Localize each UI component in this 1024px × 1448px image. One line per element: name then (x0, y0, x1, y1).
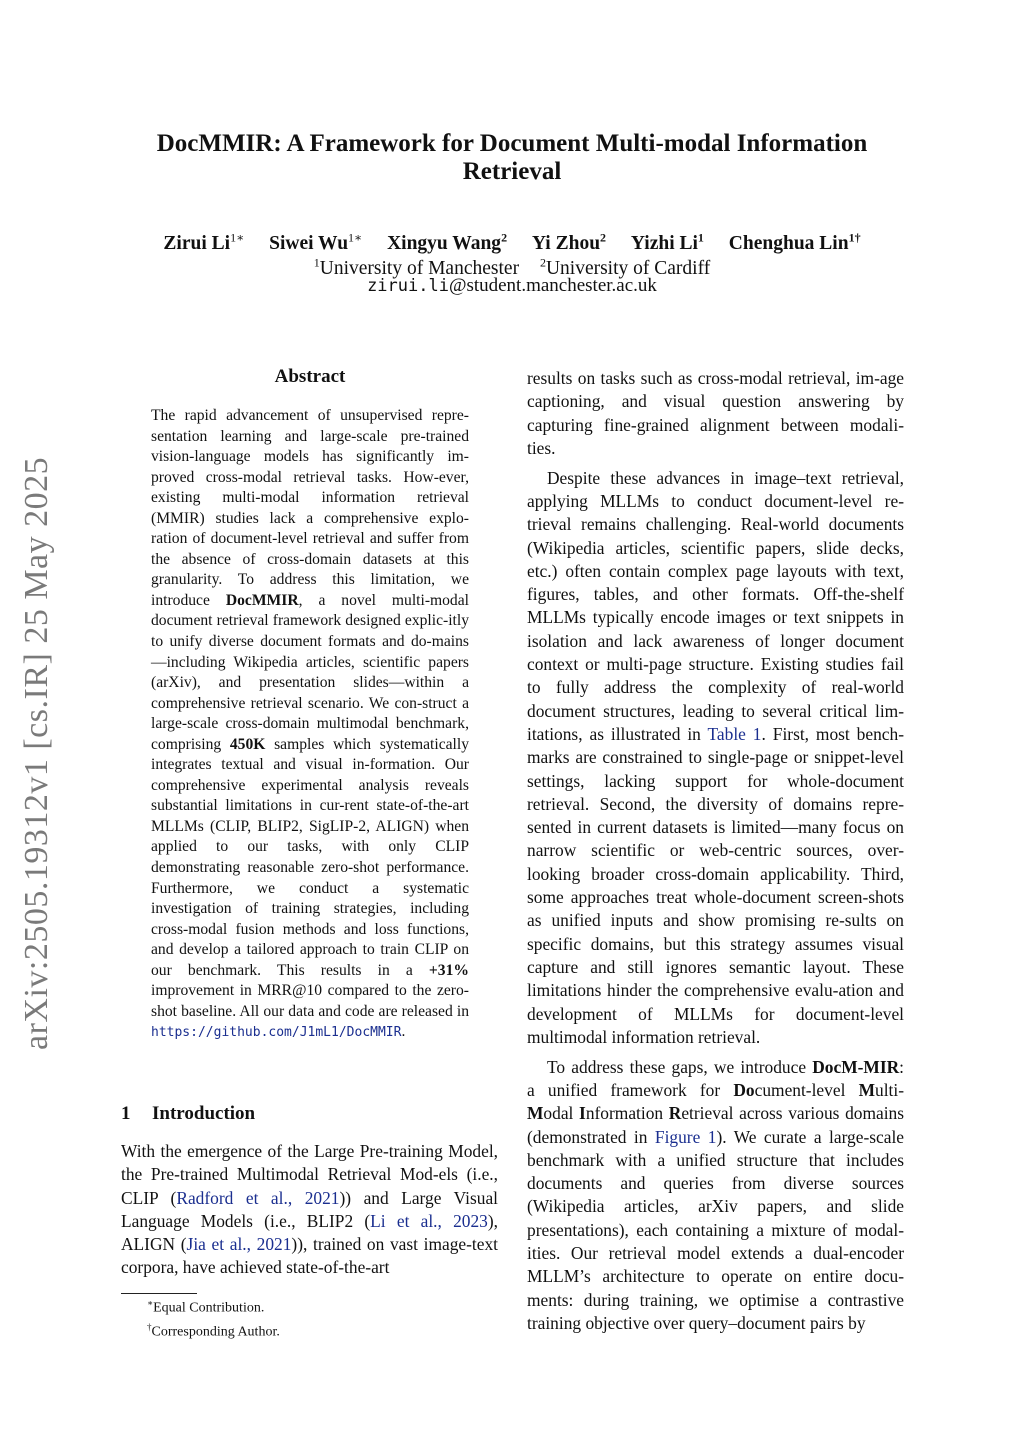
affiliation: $^1$University of Manchester (313, 255, 520, 279)
right-column-text (527, 367, 904, 1335)
contact-email[interactable]: zirui.li@student.manchester.ac.uk (367, 275, 657, 296)
footnote: †Corresponding Author. (147, 1321, 280, 1340)
section-heading-introduction: 1 Introduction (121, 1103, 256, 1124)
footnote: ∗Equal Contribution. (147, 1298, 265, 1316)
arxiv-identifier-stamp: arXiv:2505.19312v1 [cs.IR] 25 May 2025 (18, 456, 55, 1050)
author: Zirui $Li^{1∗}$ (163, 230, 245, 254)
abstract-text: The rapid advancement of unsupervised repre-sentation learning and large-scale pre-trained vision-language models has significantly im-proved cross-modal retrieval tasks. How-ever, existing multi-modal information retrieval (MMIR) studies lack a comprehensive explo-ration of document-level retrieval and suffer from the absence of cross-domain datasets at this granularity. To address this limitation, we introduce DocMMIR, a novel multi-modal document retrieval framework designed explic-itly to unify diverse document formats and do-mains—including Wikipedia articles, scientific papers (arXiv), and presentation slides—within a comprehensive retrieval scenario. We con-struct a large-scale cross-domain multimodal benchmark, comprising 450K samples which systematically integrates textual and visual in-formation. Our comprehensive experimental analysis reveals substantial limitations in cur-rent state-of-the-art MLLMs (CLIP, BLIP2, SigLIP-2, ALIGN) when applied to our tasks, with only CLIP demonstrating reasonable zero-shot performance. Furthermore, we conduct a systematic investigation of training strategies, including cross-modal fusion methods and loss functions, and develop a tailored approach to train CLIP on our benchmark. This results in a +31% improvement in MRR@10 compared to the zero-shot baseline. All our data and code are released in https://github.com/J1mL1/DocMMIR. (151, 407, 469, 1041)
author: Siwei $Wu^{1∗}$ (269, 230, 363, 254)
citation-link[interactable]: Li et al., 2023 (370, 1210, 488, 1231)
paragraph: results on tasks such as cross-modal retrieval, im-age captioning, and visual question answering by capturing fine-grained alignment between modali-ties. (527, 368, 904, 458)
author: Yi Zhou$^2$ (531, 230, 607, 254)
footnotes (147, 1294, 487, 1341)
author: Chenghua Lin$^{1\dagger}$ (728, 230, 861, 254)
author: Xingyu Wang$^2$ (387, 230, 508, 254)
citation-link[interactable]: Radford et al., 2021 (176, 1187, 340, 1208)
author: Yizhi Li$^1$ (630, 230, 704, 254)
paragraph: To address these gaps, we introduce DocM-MIR: a unified framework for Document-level Multi-Modal Information Retrieval across various domains (demonstrated in Figure 1). We curate a large-scale benchmark with a unified structure that includes documents and queries from diverse sources (Wikipedia articles, arXiv papers, and slide presentations), each containing a mixture of modal-ities. Our retrieval model extends a dual-encoder MLLM’s architecture to operate on entire docu-ments: during training, we optimise a contrastive training objective over query–document pairs by (527, 1056, 905, 1333)
table-reference-link[interactable]: Table 1 (707, 723, 762, 744)
paper-title: DocMMIR: A Framework for Document Multi-modal Information Retrieval (156, 130, 868, 185)
citation-link[interactable]: Jia et al., 2021 (186, 1234, 292, 1255)
figure-reference-link[interactable]: Figure 1 (654, 1126, 717, 1147)
abstract-heading: Abstract (274, 366, 346, 387)
introduction-text: With the emergence of the Large Pre-training Model, the Pre-trained Multimodal Retrieval Mod-els (i.e., CLIP (Radford et al., 2021)) and Large Visual Language Models (i.e., BLIP2 (Li et al., 2023), ALIGN (Jia et al., 2021)), trained on vast image-text corpora, have achieved state-of-the-art (121, 1141, 499, 1278)
affiliation: $^2$University of Cardiff (539, 255, 711, 279)
code-repository-link[interactable]: https://github.com/J1mL1/DocMMIR (151, 1025, 402, 1041)
paragraph: Despite these advances in image–text retrieval, applying MLLMs to conduct document-level re-trieval remains challenging. Real-world documents (Wikipedia articles, scientific papers, slide decks, etc.) often contain complex page layouts with text, figures, tables, and other formats. Off-the-shelf MLLMs typically encode images or text snippets in isolation and lack awareness of longer document context or multi-page structure. Existing studies fail to fully address the complexity of real-world document structures, leading to several critical lim-itations, as illustrated in Table 1. First, most bench-marks are constrained to single-page or snippet-level settings, lacking support for whole-document retrieval. Second, the diversity of domains repre-sented in current datasets is limited—many focus on narrow scientific or web-centric sources, over-looking broader cross-domain applicability. Third, some approaches treat whole-document screen-shots as unified inputs and show promising re-sults on specific domains, but this strategy assumes visual capture and still ignores semantic layout. These limitations hinder the comprehensive evalu-ation and development of MLLMs for document-level multimodal information retrieval. (527, 467, 904, 1047)
